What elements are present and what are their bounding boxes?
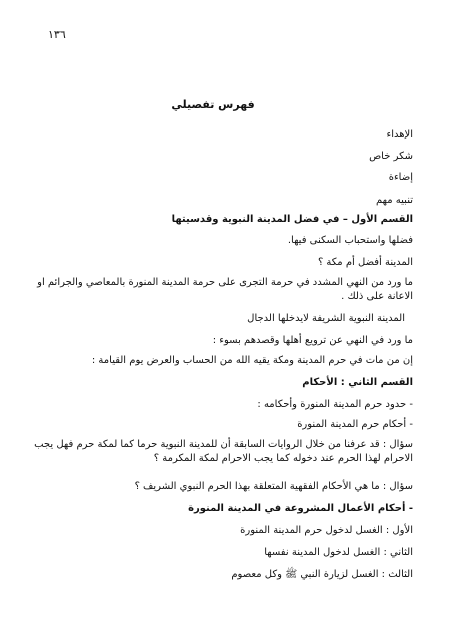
index-entry: سؤال : قد عرفنا من خلال الروايات السابقة أن للمدينة النبوية حرما كما لمكة حرم فهل يجب الاحرام لهذا الحرم عند دخوله كما يجب الاحرام لمكة المكرمة ؟: [34, 439, 413, 464]
section-heading: القسم الأول – في فضل المدينة النبوية وقدسيتها: [171, 214, 413, 225]
index-entry: الإهداء: [386, 129, 413, 140]
index-entry: المدينة النبوية الشريفة لايدخلها الدجال: [247, 313, 405, 324]
index-entry: - حدود حرم المدينة المنورة وأحكامه :: [257, 399, 413, 410]
index-title: فهرس تفصيلي: [171, 98, 255, 111]
index-entry: شكر خاص: [369, 151, 413, 162]
index-entry: الثالث : الغسل لزيارة النبي ﷺ وكل معصوم: [231, 569, 413, 580]
index-entry: - أحكام حرم المدينة المنورة: [297, 419, 413, 430]
index-entry: ما ورد من النهي المشدد في حرمة التجرى على حرمة المدينة المنورة بالمعاصي والجرائم او الاعانة على ذلك .: [37, 277, 413, 302]
index-entry: تنبيه مهم: [376, 195, 413, 206]
index-entry: الأول : الغسل لدخول حرم المدينة المنورة: [240, 525, 413, 536]
index-entry: المدينة أفضل أم مكة ؟: [317, 257, 413, 268]
section-heading: - أحكام الأعمال المشروعة في المدينة المنورة: [188, 503, 413, 514]
index-entry: إن من مات في حرم المدينة ومكة يقيه الله من الحساب والعرض يوم القيامة :: [91, 355, 413, 366]
index-entry: سؤال : ما هي الأحكام الفقهية المتعلقة بهذا الحرم النبوي الشريف ؟: [134, 481, 413, 492]
index-entry: إضاءة: [388, 172, 413, 183]
index-entry: الثاني : الغسل لدخول المدينة نفسها: [264, 547, 413, 558]
index-entry: ما ورد في النهي عن ترويع أهلها وقصدهم بسوء :: [212, 335, 413, 346]
page-number: ١٣٦: [48, 28, 66, 41]
index-entry: فضلها واستحباب السكنى فيها.: [287, 235, 413, 246]
section-heading: القسم الثاني : الأحكام: [302, 377, 413, 388]
